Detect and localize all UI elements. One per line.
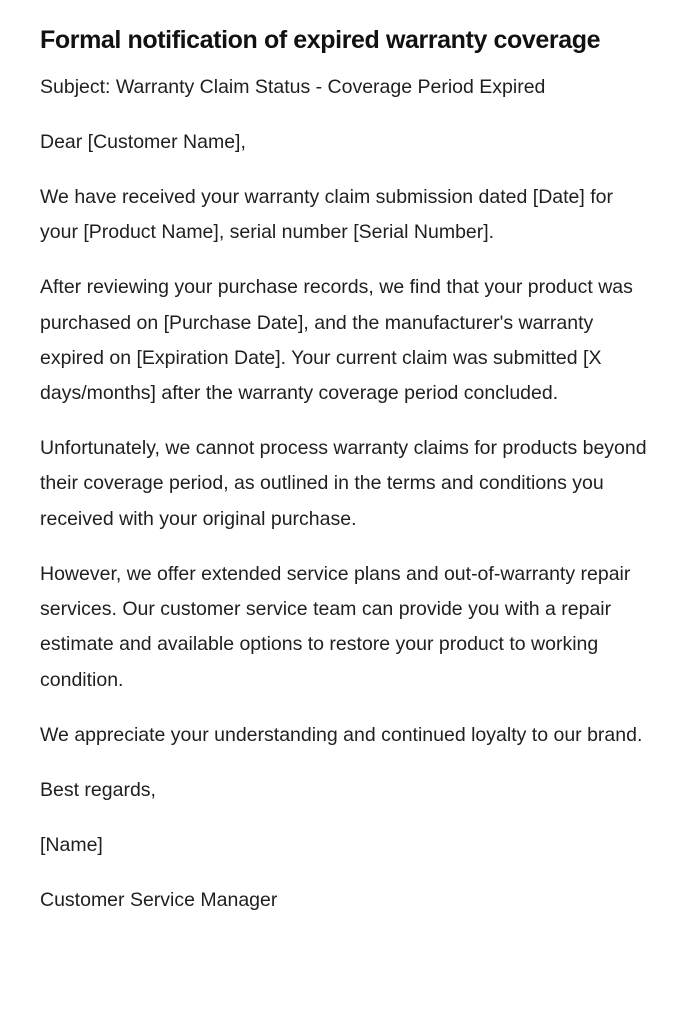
letter-document: [40, 22, 650, 938]
signature-name: [Name]: [40, 833, 103, 856]
body-paragraph-service-options: However, we offer extended service plans and out-of-warranty repair services. Our customer service team can provide you with a repair estimate and available options to restore your product to working condition.: [40, 562, 631, 691]
closing-line: Best regards,: [40, 778, 156, 801]
body-paragraph-cannot-process: Unfortunately, we cannot process warranty claims for products beyond their coverage period, as outlined in the terms and conditions you received with your original purchase.: [40, 437, 647, 530]
body-paragraph-appreciation: We appreciate your understanding and continued loyalty to our brand.: [40, 723, 643, 746]
subject-line: Subject: Warranty Claim Status - Coverage Period Expired: [40, 76, 546, 98]
body-paragraph-purchase-records: After reviewing your purchase records, we find that your product was purchased on [Purchase Date], and the manufacturer's warranty expired on [Expiration Date]. Your current claim was submitted [X days/months] after the warranty coverage period concluded.: [40, 276, 633, 405]
signature-title: Customer Service Manager: [40, 888, 278, 911]
document-title: Formal notification of expired warranty coverage: [40, 26, 601, 54]
body-paragraph-claim-received: We have received your warranty claim submission dated [Date] for your [Product Name], serial number [Serial Number].: [40, 185, 613, 244]
greeting: Dear [Customer Name],: [40, 130, 246, 153]
